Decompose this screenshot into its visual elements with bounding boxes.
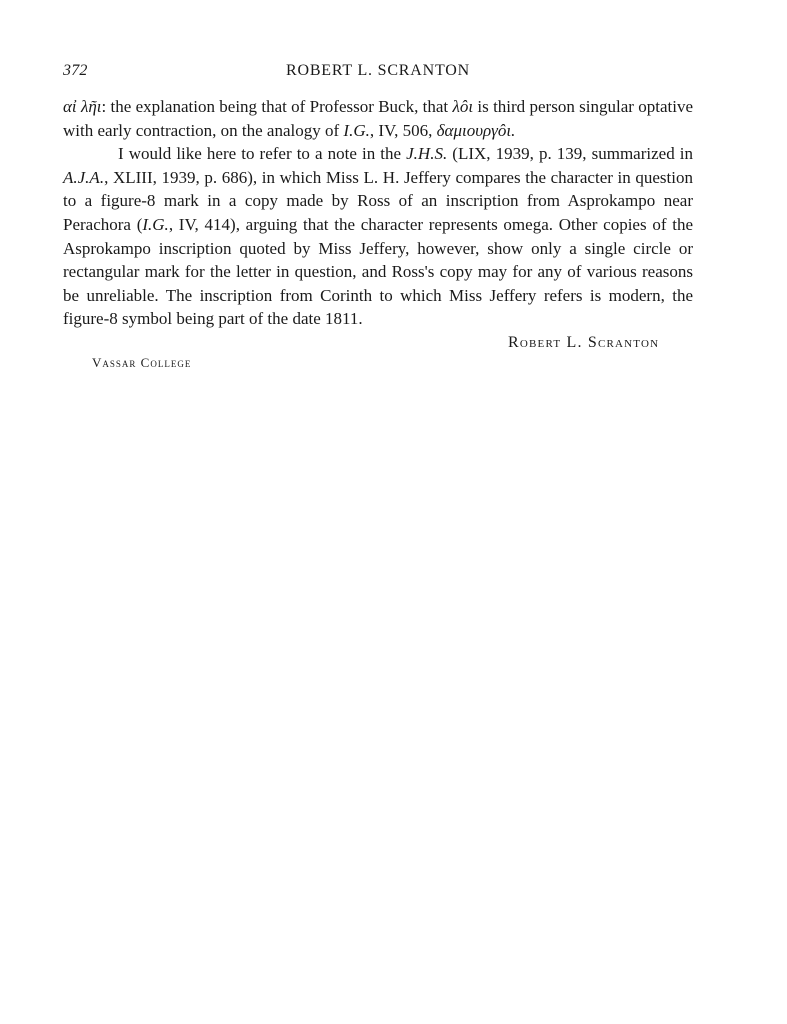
running-title: ROBERT L. SCRANTON — [286, 62, 470, 79]
text-segment: (LIX, 1939, p. 139, summarized in — [447, 144, 693, 164]
greek-text: λôι — [452, 97, 474, 116]
paragraph-2 — [63, 142, 693, 331]
text-segment: , XLIII, 1939, p. 686), in which Miss L. H. Jeffery compares the character in question to a figure-8 mark in a copy made by Ross of an inscription from Asprokampo near Perachora ( — [63, 167, 693, 234]
text-segment: : the explanation being that of Professor Buck, that — [101, 97, 453, 116]
running-head — [63, 62, 693, 84]
text-segment: I would like here to refer to a note in the — [118, 144, 407, 164]
page-number: 372 — [63, 62, 88, 79]
italic-citation: J.H.S. — [406, 144, 448, 164]
author-signature: Robert L. Scranton — [508, 334, 660, 351]
italic-citation: A.J.A. — [63, 167, 105, 187]
greek-text: δαμιουργôι. — [436, 120, 516, 140]
text-segment: is third person singular optative with early contraction, on the analogy of — [63, 97, 693, 140]
paragraph-1 — [63, 95, 693, 142]
article-body — [63, 95, 693, 331]
italic-citation: I.G. — [142, 214, 169, 234]
text-segment: , IV, 506, — [369, 120, 437, 140]
text-segment: , IV, 414), arguing that the character represents omega. Other copies of the Asprokampo inscription quoted by Miss Jeffery, however, show only a single circle or rectangular mark for the letter in question, and Ross's copy may for any of various reasons be unreliable. The inscription from Corinth to which Miss Jeffery refers is modern, the figure-8 symbol being part of the date 1811. — [63, 214, 693, 329]
italic-citation: I.G. — [343, 120, 370, 140]
greek-text: αἰ λῆι — [63, 97, 102, 116]
author-affiliation: Vassar College — [92, 355, 192, 370]
